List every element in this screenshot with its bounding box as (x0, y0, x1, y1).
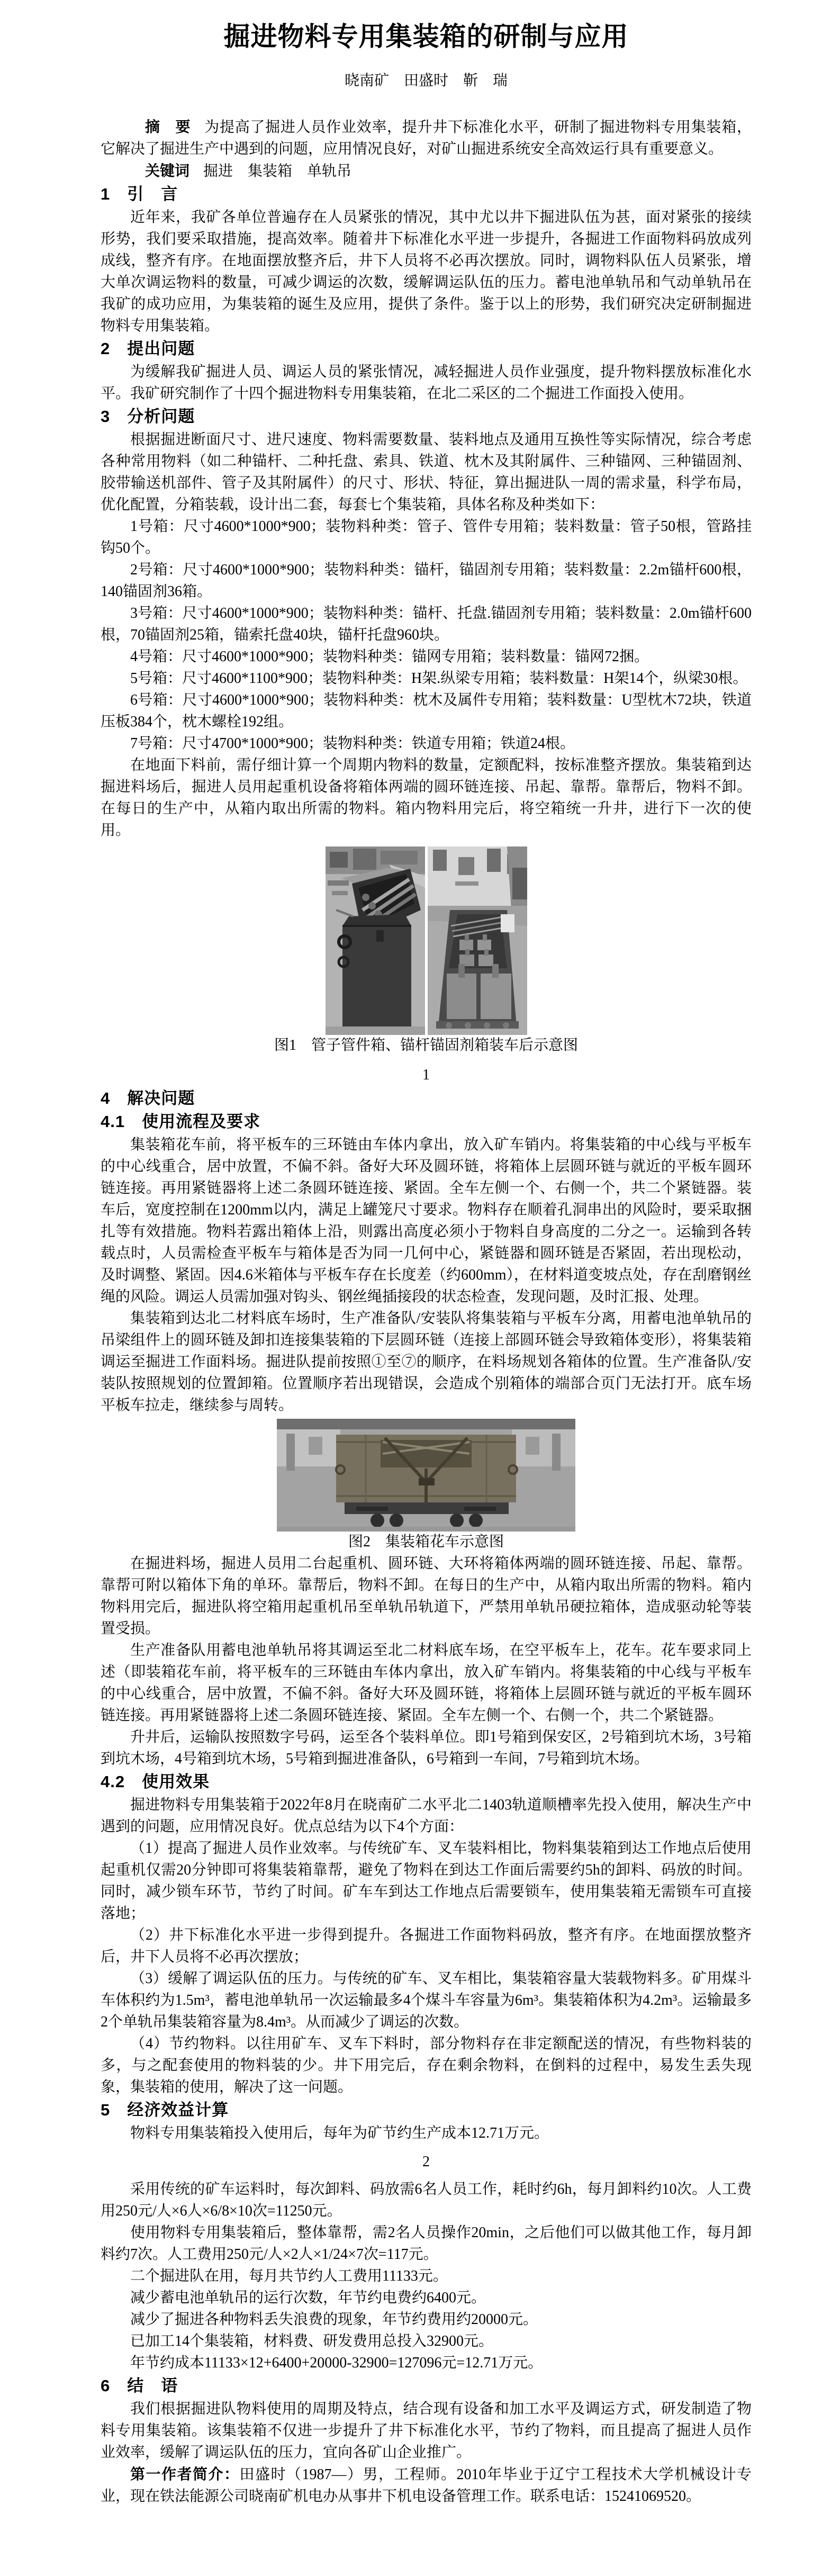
section-5-paragraph-6: 减少了掘进各种物料丢失浪费的现象，年节约费用约20000元。 (130, 2311, 538, 2328)
box-7-item: 7号箱：尺寸4700*1000*900；装物料种类：铁道专用箱；铁道24根。 (130, 735, 575, 752)
author-bio (101, 2463, 752, 2507)
section-4-paragraph-6: 掘进物料专用集装箱于2022年8月在晓南矿二水平北二1403轨道顺槽率先投入使用，解决生产中遇到的问题，应用情况良好。优点总结为以下4个方面： (101, 1797, 752, 1835)
section-2-heading: 2 提出问题 (101, 339, 195, 358)
figure2 (101, 1419, 752, 1532)
figure1-photo-right (428, 846, 527, 1035)
keywords-label: 关键词 (145, 163, 190, 179)
figure1-photo-left (326, 846, 425, 1035)
section-4-1-heading: 4.1 使用流程及要求 (101, 1112, 261, 1131)
keywords-paragraph (101, 160, 752, 182)
box-3-item: 3号箱：尺寸4600*1000*900；装物料种类：锚杆、托盘.锚固剂专用箱；装料数量：2.0m锚杆600根，70锚固剂25箱，锚索托盘40块，锚杆托盘960块。 (101, 605, 752, 643)
section-1-heading: 1 引 言 (101, 185, 178, 203)
section-5-paragraph-5: 减少蓄电池单轨吊的运行次数，年节约电费约6400元。 (130, 2290, 486, 2306)
abstract-label: 摘 要 (145, 119, 191, 135)
box-4-item: 4号箱：尺寸4600*1000*900；装物料种类：锚网专用箱；装料数量：锚网72捆。 (130, 648, 649, 665)
section-4-2-heading: 4.2 使用效果 (101, 1772, 210, 1791)
box-2-item: 2号箱：尺寸4600*1000*900；装物料种类：锚杆，锚固剂专用箱；装料数量：2.2m锚杆600根，140锚固剂36箱。 (101, 562, 752, 600)
section-4-heading: 4 解决问题 (101, 1089, 195, 1107)
advantage-1: （1）提高了掘进人员作业效率。与传统矿车、叉车装料相比，物料集装箱到达工作地点后使用起重机仅需20分钟即可将集装箱靠帮，避免了物料在到达工作面后需要约5h的卸料、码放的时间。同时，减少锁车环节，节约了时间。矿车车到达工作地点后需要锁车，使用集装箱无需锁车可直接落地； (101, 1840, 752, 1922)
abstract-text: 为提高了掘进人员作业效率，提升井下标准化水平，研制了掘进物料专用集装箱，它解决了掘进生产中遇到的问题，应用情况良好，对矿山掘进系统安全高效运行具有重要意义。 (101, 119, 752, 157)
box-6-item: 6号箱：尺寸4600*1000*900；装物料种类：枕木及属件专用箱；装料数量：U型枕木72块，铁道压板384个，枕木螺栓192组。 (101, 692, 752, 730)
section-2-paragraph: 为缓解我矿掘进人员、调运人员的紧张情况，减轻掘进人员作业强度，提升物料摆放标准化水平。我矿研究制作了十四个掘进物料专用集装箱，在北二采区的二个掘进工作面投入使用。 (101, 364, 752, 402)
keywords-text: 掘进 集装箱 单轨吊 (203, 163, 352, 179)
section-5-paragraph-3: 使用物料专用集装箱后，整体靠帮，需2名人员操作20min，之后他们可以做其他工作，每月卸料约7次。人工费用250元/人×2人×1/24×7次=117元。 (101, 2224, 752, 2263)
section-1-paragraph: 近年来，我矿各单位普遍存在人员紧张的情况，其中尤以井下掘进队伍为甚，面对紧张的接续形势，我们要采取措施，提高效率。随着井下标准化水平进一步提升，各掘进工作面物料码放成列成线，整齐有序。在地面摆放整齐后，井下人员将不必再次摆放。同时，调物料队伍人员紧张，增大单次调运物料的数量，可减少调运的次数，缓解调运队伍的压力。蓄电池单轨吊和气动单轨吊在我矿的成功应用，为集装箱的诞生及应用，提供了条件。鉴于以上的形势，我们研究决定研制掘进物料专用集装箱。 (101, 209, 752, 334)
figure1 (101, 846, 752, 1035)
page-number-1: 1 (422, 1067, 430, 1083)
author-bio-label: 第一作者简介： (130, 2466, 240, 2482)
box-1-item: 1号箱：尺寸4600*1000*900；装物料种类：管子、管件专用箱；装料数量：管子50根，管路挂钩50个。 (101, 518, 752, 556)
authors-line: 晓南矿 田盛时 靳 瑞 (344, 73, 508, 89)
paper-title: 掘进物料专用集装箱的研制与应用 (223, 22, 629, 51)
advantage-4: （4）节约物料。以往用矿车、叉车下料时，部分物料存在非定额配送的情况，有些物料装的多，与之配套使用的物料装的少。井下用完后，存在剩余物料，在倒料的过程中，易发生丢失现象，集装箱的使用，解决了这一问题。 (101, 2035, 752, 2095)
section-4-paragraph-3: 在掘进料场，掘进人员用二台起重机、圆环链、大环将箱体两端的圆环链连接、吊起、靠帮。靠帮可附以箱体下角的单环。靠帮后，物料不卸。在每日的生产中，从箱内取出所需的物料。箱内物料用完后，掘进队将空箱用起重机吊至单轨吊轨道下，严禁用单轨吊硬拉箱体，造成驱动轮等装置受损。 (101, 1555, 752, 1637)
section-5-heading: 5 经济效益计算 (101, 2101, 229, 2119)
section-5-paragraph-8: 年节约成本11133×12+6400+20000-32900=127096元=12.71万元。 (130, 2355, 543, 2371)
author-bio-text: 田盛时（1987—）男，工程师。2010年毕业于辽宁工程技术大学机械设计专业，现在铁法能源公司晓南矿机电办从事井下机电设备管理工作。联系电话：15241069520。 (101, 2466, 752, 2505)
page-number-2: 2 (422, 2154, 430, 2170)
section-3-paragraph-2: 在地面下料前，需仔细计算一个周期内物料的数量，定额配料，按标准整齐摆放。集装箱到达掘进料场后，掘进人员用起重机设备将箱体两端的圆环链连接、吊起、靠帮。靠帮后，物料不卸。在每日的生产中，从箱内取出所需的物料。箱内物料用完后，将空箱统一升井，进行下一次的使用。 (101, 757, 752, 839)
section-5-paragraph-2: 采用传统的矿车运料时，每次卸料、码放需6名人员工作，耗时约6h，每月卸料约10次。人工费用250元/人×6人×6/8×10次=11250元。 (101, 2181, 752, 2219)
section-6-heading: 6 结 语 (101, 2376, 178, 2395)
paper-page (0, 13, 840, 2507)
figure2-caption: 图2 集装箱花车示意图 (348, 1534, 504, 1550)
section-5-paragraph-7: 已加工14个集装箱，材料费、研发费用总投入32900元。 (130, 2333, 494, 2349)
advantage-3: （3）缓解了调运队伍的压力。与传统的矿车、叉车相比，集装箱容量大装载物料多。矿用煤斗车体积约为1.5m³，蓄电池单轨吊一次运输最多4个煤斗车容量为6m³。集装箱体积为4.2m³。运输最多2个单轨吊集装箱容量为8.4m³。从而减少了调运的次数。 (101, 1970, 752, 2030)
figure2-photo (277, 1419, 575, 1532)
advantage-2: （2）井下标准化水平进一步得到提升。各掘进工作面物料码放，整齐有序。在地面摆放整齐后，井下人员将不必再次摆放； (101, 1927, 752, 1965)
section-6-paragraph: 我们根据掘进队物料使用的周期及特点，结合现有设备和加工水平及调运方式，研发制造了物料专用集装箱。该集装箱不仅进一步提升了井下标准化水平，节约了物料，而且提高了掘进人员作业效率，缓解了调运队伍的压力，宜向各矿山企业推广。 (101, 2401, 752, 2461)
section-5-paragraph-1: 物料专用集装箱投入使用后，每年为矿节约生产成本12.71万元。 (130, 2125, 549, 2141)
section-4-paragraph-4: 生产准备队用蓄电池单轨吊将其调运至北二材料底车场，在空平板车上，花车。花车要求同上述（即装箱花车前，将平板车的三环链由车体内拿出，放入矿车销内。将集装箱的中心线与平板车的中心线重合，居中放置，不偏不斜。备好大环及圆环链，将箱体上层圆环链与就近的平板车圆环链连接。再用紧链器将上述二条圆环链连接、紧固。全车左侧一个、右侧一个，共二个紧链器。 (101, 1642, 752, 1724)
box-5-item: 5号箱：尺寸4600*1100*900；装物料种类：H架.纵梁专用箱；装料数量：H架14个，纵梁30根。 (130, 670, 748, 687)
section-4-paragraph-1: 集装箱花车前，将平板车的三环链由车体内拿出，放入矿车销内。将集装箱的中心线与平板车的中心线重合，居中放置，不偏不斜。备好大环及圆环链，将箱体上层圆环链与就近的平板车圆环链连接。再用紧链器将上述二条圆环链连接、紧固。全车左侧一个、右侧一个，共二个紧链器。装车后，宽度控制在1200mm以内，满足上罐笼尺寸要求。物料存在顺着孔洞串出的风险时，要采取捆扎等有效措施。物料若露出箱体上沿，则露出高度必须小于物料自身高度的二分之一。运输到各转载点时，人员需检查平板车与箱体是否为同一几何中心，紧链器和圆环链是否紧固，若出现松动，及时调整、紧固。因4.6米箱体与平板车存在长度差（约600mm），在材料道变坡点处，存在刮磨钢丝绳的风险。调运人员需加强对钩头、钢丝绳插接段的状态检查，发现问题，及时汇报、处理。 (101, 1137, 752, 1305)
section-3-heading: 3 分析问题 (101, 407, 195, 426)
section-4-paragraph-2: 集装箱到达北二材料底车场时，生产准备队/安装队将集装箱与平板车分离，用蓄电池单轨吊的吊梁组件上的圆环链及卸扣连接集装箱的下层圆环链（连接上部圆环链会导致箱体变形），将集装箱调运至掘进工作面料场。掘进队提前按照①至⑦的顺序，在料场规划各箱体的位置。生产准备队/安装队按照规划的位置卸箱。位置顺序若出现错误，会造成个别箱体的端部合页门无法打开。底车场平板车拉走，继续参与周转。 (101, 1310, 752, 1413)
section-4-paragraph-5: 升井后，运输队按照数字号码，运至各个装料单位。即1号箱到保安区，2号箱到坑木场，3号箱到坑木场，4号箱到坑木场，5号箱到掘进准备队，6号箱到一车间，7号箱到坑木场。 (101, 1729, 752, 1767)
figure1-caption: 图1 管子管件箱、锚杆锚固剂箱装车后示意图 (274, 1037, 578, 1053)
section-5-paragraph-4: 二个掘进队在用，每月共节约人工费用11133元。 (130, 2268, 448, 2284)
abstract-paragraph (101, 116, 752, 160)
section-3-paragraph: 根据掘进断面尺寸、进尺速度、物料需要数量、装料地点及通用互换性等实际情况，综合考虑各种常用物料（如二种锚杆、二种托盘、索具、铁道、枕木及其附属件、三种锚网、三种锚固剂、胶带输送机部件、管子及其附属件）的尺寸、形状、特征，算出掘进队一周的需求量，科学布局，优化配置，分箱装载，设计出二套，每套七个集装箱，具体名称及种类如下： (101, 431, 752, 513)
